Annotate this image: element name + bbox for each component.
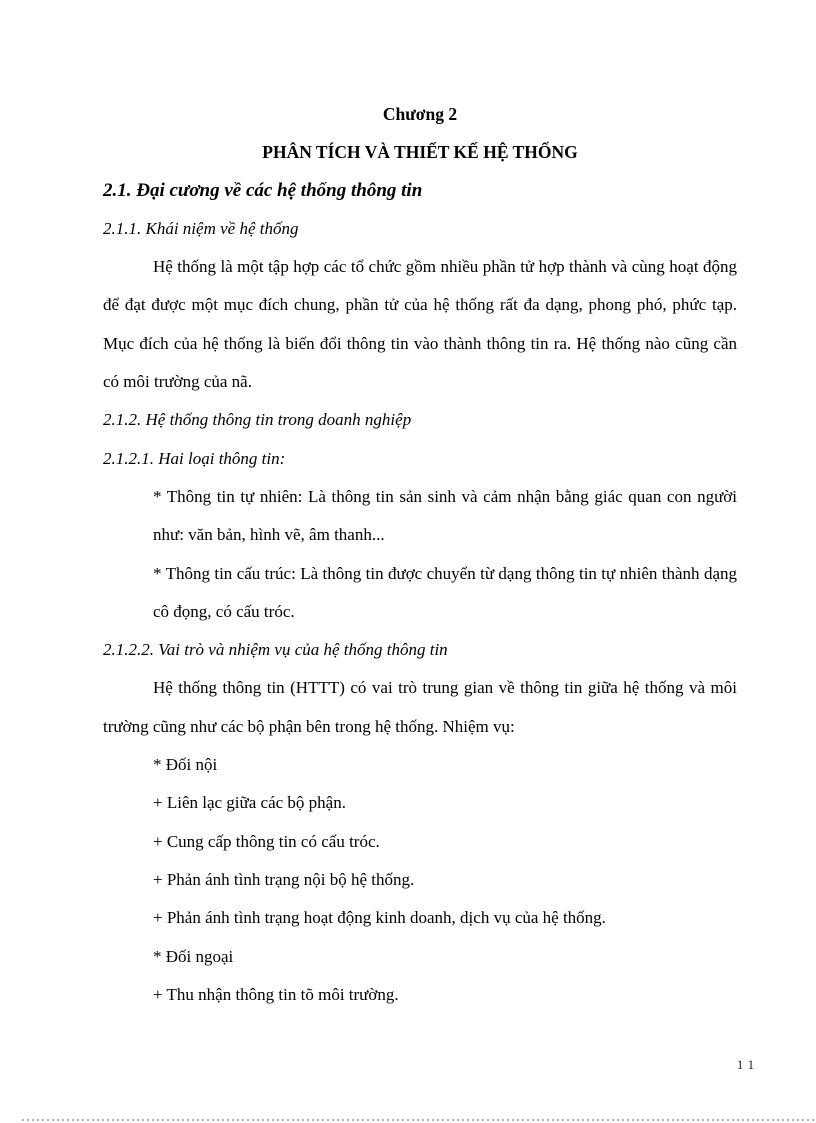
duty-item-thu-nhan: + Thu nhận thông tin tõ môi trường. [153, 984, 399, 1004]
page-bottom-dotted-border [22, 1119, 816, 1121]
section-2-1-2-1-heading: 2.1.2.1. Hai loại thông tin: [103, 448, 286, 468]
page-number: 11 [736, 1058, 759, 1072]
duty-item-cung-cap: + Cung cấp thông tin có cấu tróc. [153, 831, 380, 851]
document-body [103, 95, 737, 1014]
section-2-1-1-paragraph: Hệ thống là một tập hợp các tổ chức gồm nhiều phần tử hợp thành và cùng hoạt động để đạt được một mục đích chung, phần tử của hệ thống rất đa dạng, phong phó, phức tạp. Mục đích của hệ thống là biến đổi thông tin vào thành thông tin ra. Hệ thống nào cũng cần có môi trường của nã. [103, 257, 737, 392]
section-2-1-2-2-heading: 2.1.2.2. Vai trò và nhiệm vụ của hệ thống thông tin [103, 640, 448, 660]
section-2-1-heading: 2.1. Đại cương về các hệ thống thông tin [103, 179, 423, 201]
duty-item-doi-ngoai: * Đối ngoại [153, 946, 234, 966]
info-type-structured: * Thông tin cấu trúc: Là thông tin được chuyển từ dạng thông tin tự nhiên thành dạng cô đọng, có cấu tróc. [153, 563, 737, 621]
info-type-natural: * Thông tin tự nhiên: Là thông tin sản sinh và cảm nhận bằng giác quan con người như: văn bản, hình vẽ, âm thanh... [153, 486, 737, 545]
section-2-1-1-heading: 2.1.1. Khái niệm về hệ thống [103, 218, 299, 238]
duty-item-doi-noi: * Đối nội [153, 755, 218, 775]
chapter-label: Chương 2 [382, 104, 458, 124]
chapter-title: PHÂN TÍCH VÀ THIẾT KẾ HỆ THỐNG [262, 142, 578, 163]
duty-item-lien-lac: + Liên lạc giữa các bộ phận. [153, 793, 346, 813]
section-2-1-2-heading: 2.1.2. Hệ thống thông tin trong doanh nghiệp [103, 410, 412, 430]
duty-item-phan-anh-kinh-doanh: + Phản ánh tình trạng hoạt động kinh doanh, dịch vụ của hệ thống. [153, 908, 606, 928]
duty-item-phan-anh-noi-bo: + Phản ánh tình trạng nội bộ hệ thống. [153, 869, 415, 889]
section-2-1-2-2-paragraph: Hệ thống thông tin (HTTT) có vai trò trung gian về thông tin giữa hệ thống và môi trường cũng như các bộ phận bên trong hệ thống. Nhiệm vụ: [103, 678, 737, 736]
